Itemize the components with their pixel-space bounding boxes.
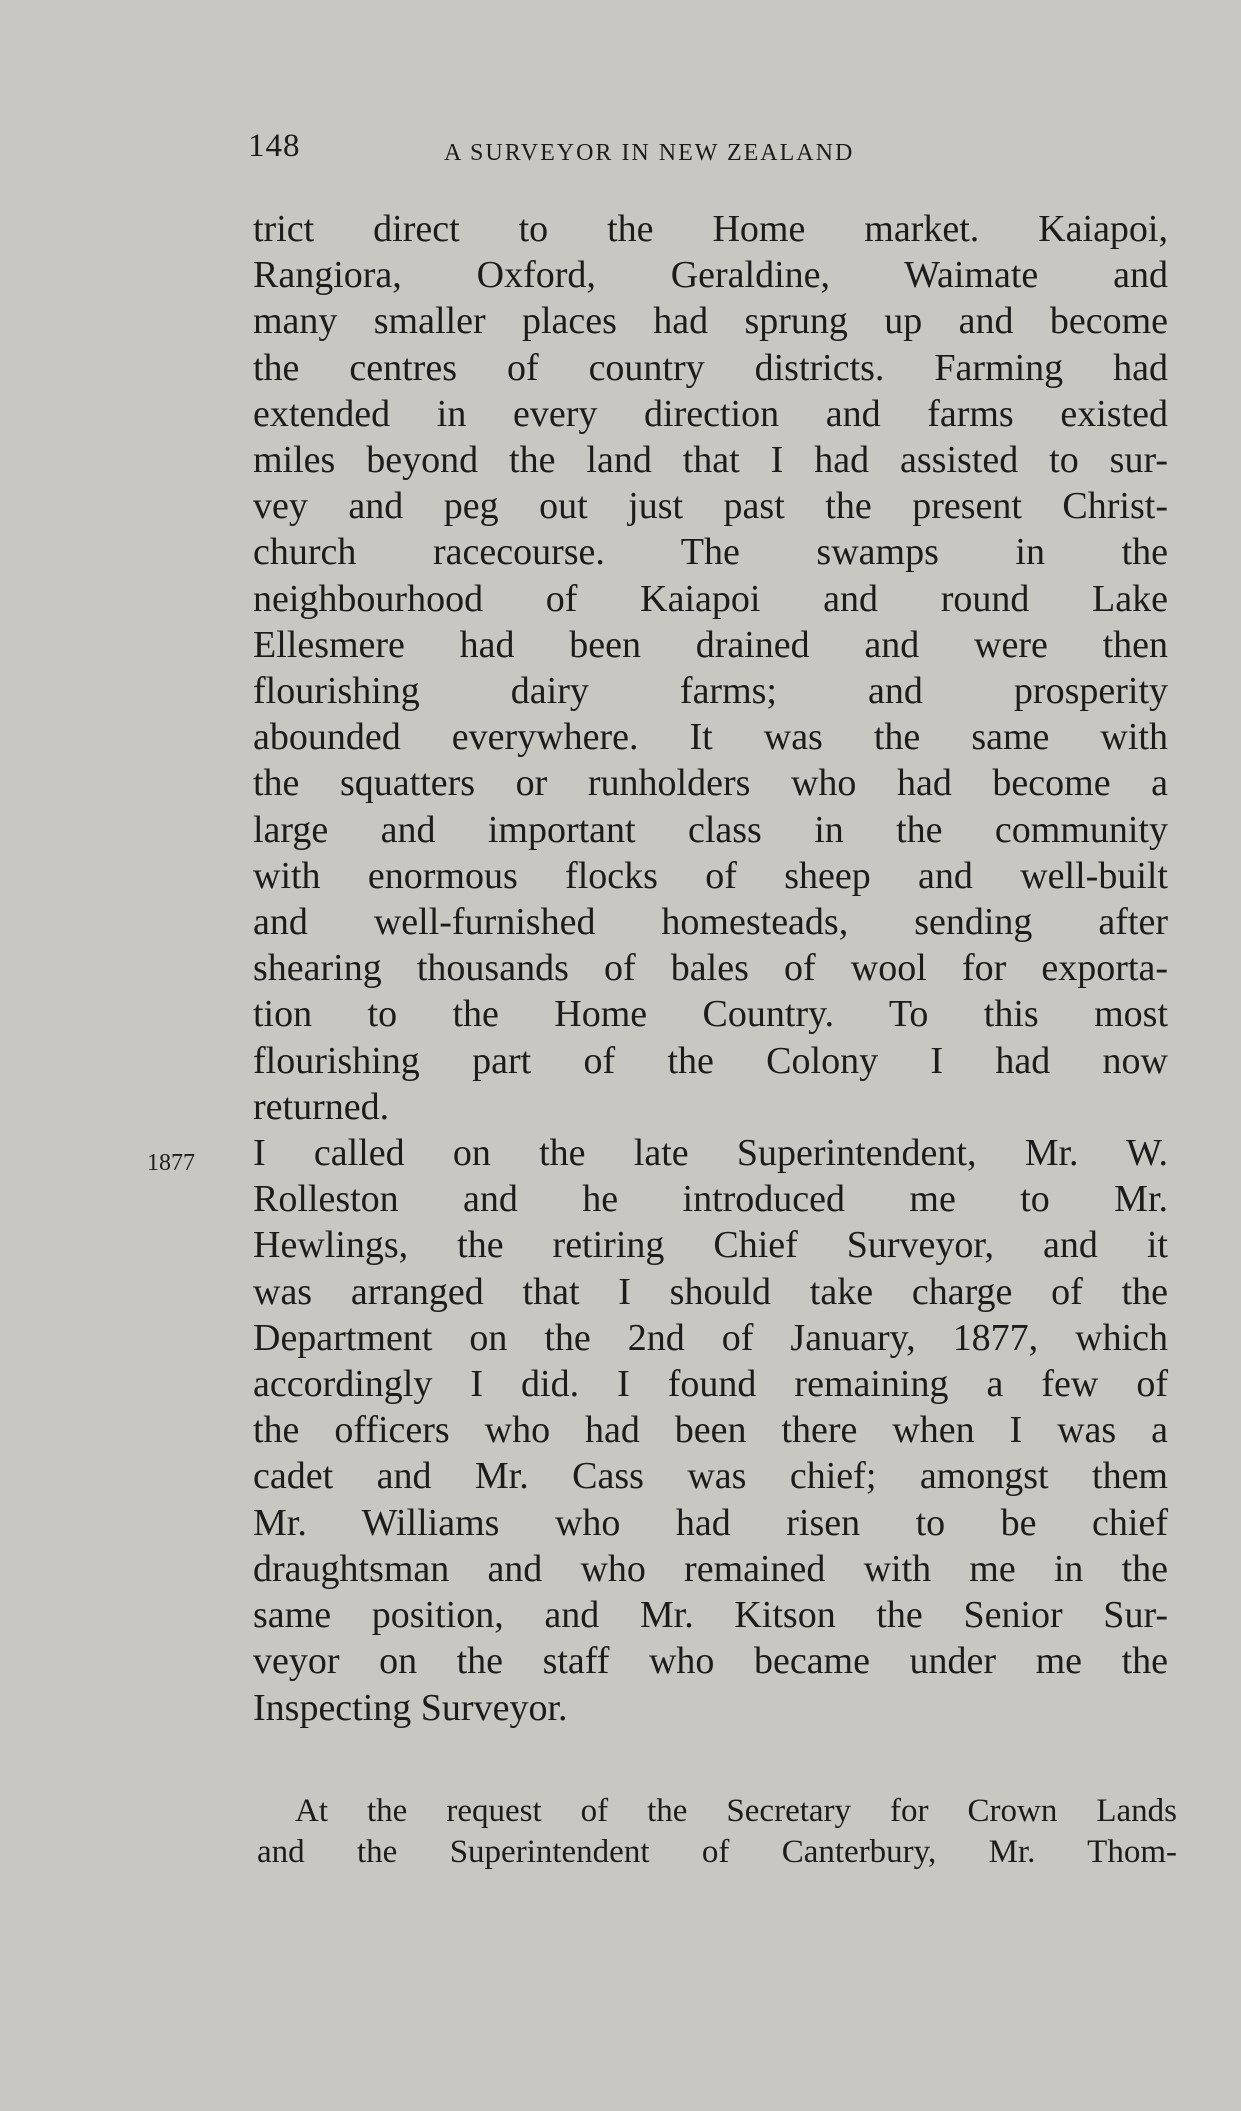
paragraph-2 [253,1130,1168,1731]
text-line: tion to the Home Country. To this most [253,993,1168,1036]
text-line: miles beyond the land that I had assisted to sur- [253,439,1168,482]
text-line: Mr. Williams who had risen to be chief [253,1501,1168,1544]
text-line: with enormous flocks of sheep and well-built [253,854,1168,897]
text-line: neighbourhood of Kaiapoi and round Lake [253,577,1168,620]
text-line: cadet and Mr. Cass was chief; amongst them [253,1455,1168,1498]
text-line: accordingly I did. I found remaining a few of [253,1363,1168,1406]
text-line: At the request of the Secretary for Crown Lands [295,1793,1177,1829]
text-line: returned. [253,1085,390,1128]
paragraph-1 [253,206,1168,1130]
text-line: Rolleston and he introduced me to Mr. [253,1178,1168,1221]
page-number: 148 [248,128,301,164]
text-line: Inspecting Surveyor. [253,1686,568,1729]
text-line: the officers who had been there when I was a [253,1409,1168,1452]
text-line: many smaller places had sprung up and become [253,300,1168,343]
text-line: flourishing dairy farms; and prosperity [253,670,1168,713]
text-line: church racecourse. The swamps in the [253,531,1168,574]
text-line: I called on the late Superintendent, Mr. W. [253,1132,1168,1175]
text-line: Hewlings, the retiring Chief Surveyor, and it [253,1224,1168,1267]
marginal-year-note: 1877 [147,1150,195,1176]
text-line: was arranged that I should take charge of the [253,1270,1168,1313]
text-line: Rangiora, Oxford, Geraldine, Waimate and [253,254,1168,297]
text-line: veyor on the staff who became under me the [253,1640,1168,1683]
text-line: vey and peg out just past the present Christ- [253,485,1168,528]
body-text [253,206,1168,1731]
text-line: large and important class in the community [253,808,1168,851]
text-line: Department on the 2nd of January, 1877, which [253,1316,1168,1359]
text-line: and the Superintendent of Canterbury, Mr. Thom- [257,1834,1177,1870]
text-line: Ellesmere had been drained and were then [253,623,1168,666]
text-line: the centres of country districts. Farming had [253,346,1168,389]
text-line: draughtsman and who remained with me in the [253,1547,1168,1590]
text-line: shearing thousands of bales of wool for exporta- [253,947,1168,990]
text-line: trict direct to the Home market. Kaiapoi, [253,208,1168,250]
text-line: abounded everywhere. It was the same with [253,716,1168,759]
text-line: same position, and Mr. Kitson the Senior Sur- [253,1594,1168,1637]
text-line: the squatters or runholders who had become a [253,762,1168,805]
text-line: and well-furnished homesteads, sending after [253,901,1168,944]
text-line: flourishing part of the Colony I had now [253,1039,1168,1082]
text-line: extended in every direction and farms existed [253,392,1168,435]
running-title: A SURVEYOR IN NEW ZEALAND [444,140,855,166]
paragraph-3 [257,1791,1177,1873]
